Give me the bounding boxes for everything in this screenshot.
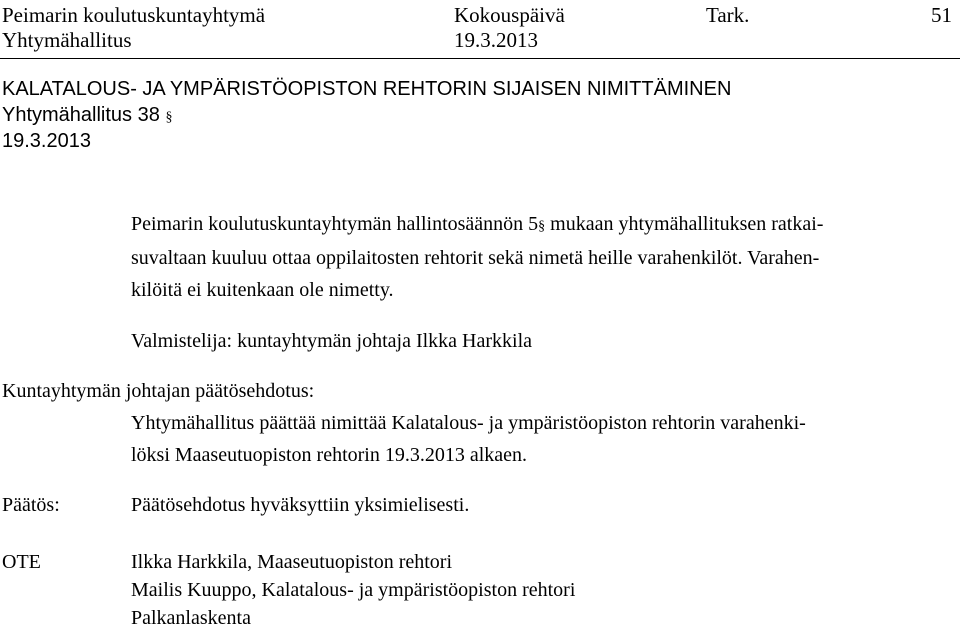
preparer-line: Valmistelija: kuntayhtymän johtaja Ilkka Harkkila xyxy=(131,330,533,352)
title-date: 19.3.2013 xyxy=(2,130,91,152)
header-page-number: 51 xyxy=(931,3,952,27)
header-body: Yhtymähallitus xyxy=(2,28,132,52)
intro-line-3: kilöitä ei kuitenkaan ole nimetty. xyxy=(131,279,394,301)
intro-line-1-start: Peimarin koulutuskuntayhtymän hallintosäännön 5 xyxy=(131,213,539,235)
ote-recipient: Ilkka Harkkila, Maaseutuopiston rehtori xyxy=(131,551,453,573)
header-tark-label: Tark. xyxy=(706,3,750,27)
ote-label: OTE xyxy=(2,551,41,573)
header-divider xyxy=(0,58,960,59)
intro-line-1-end: mukaan yhtymähallituksen ratkai- xyxy=(550,213,824,235)
proposal-line-2: löksi Maaseutuopiston rehtorin 19.3.2013 alkaen. xyxy=(131,444,528,466)
intro-line-1 xyxy=(131,208,823,243)
intro-line-2: suvaltaan kuuluu ottaa oppilaitosten rehtorit sekä nimetä heille varahenkilöt. Varahen- xyxy=(131,247,820,269)
header-meeting-date: 19.3.2013 xyxy=(454,28,538,52)
section-symbol: § xyxy=(538,219,546,234)
header-meeting-type: Kokouspäivä xyxy=(454,3,565,27)
title-ref-body: Yhtymähallitus 38 xyxy=(2,104,160,126)
decision-label: Päätös: xyxy=(2,494,60,516)
decision-text: Päätösehdotus hyväksyttiin yksimielisesti. xyxy=(131,494,470,516)
title-reference xyxy=(2,102,172,131)
ote-recipient: Mailis Kuuppo, Kalatalous- ja ympäristöopiston rehtori xyxy=(131,579,576,601)
proposal-heading: Kuntayhtymän johtajan päätösehdotus: xyxy=(2,380,315,402)
document-title: KALATALOUS- JA YMPÄRISTÖOPISTON REHTORIN SIJAISEN NIMITTÄMINEN xyxy=(2,78,732,100)
proposal-line-1: Yhtymähallitus päättää nimittää Kalatalous- ja ympäristöopiston rehtorin varahenki- xyxy=(131,412,806,434)
ote-recipient: Palkanlaskenta xyxy=(131,607,251,629)
header-org: Peimarin koulutuskuntayhtymä xyxy=(2,3,266,27)
section-symbol: § xyxy=(165,110,173,125)
